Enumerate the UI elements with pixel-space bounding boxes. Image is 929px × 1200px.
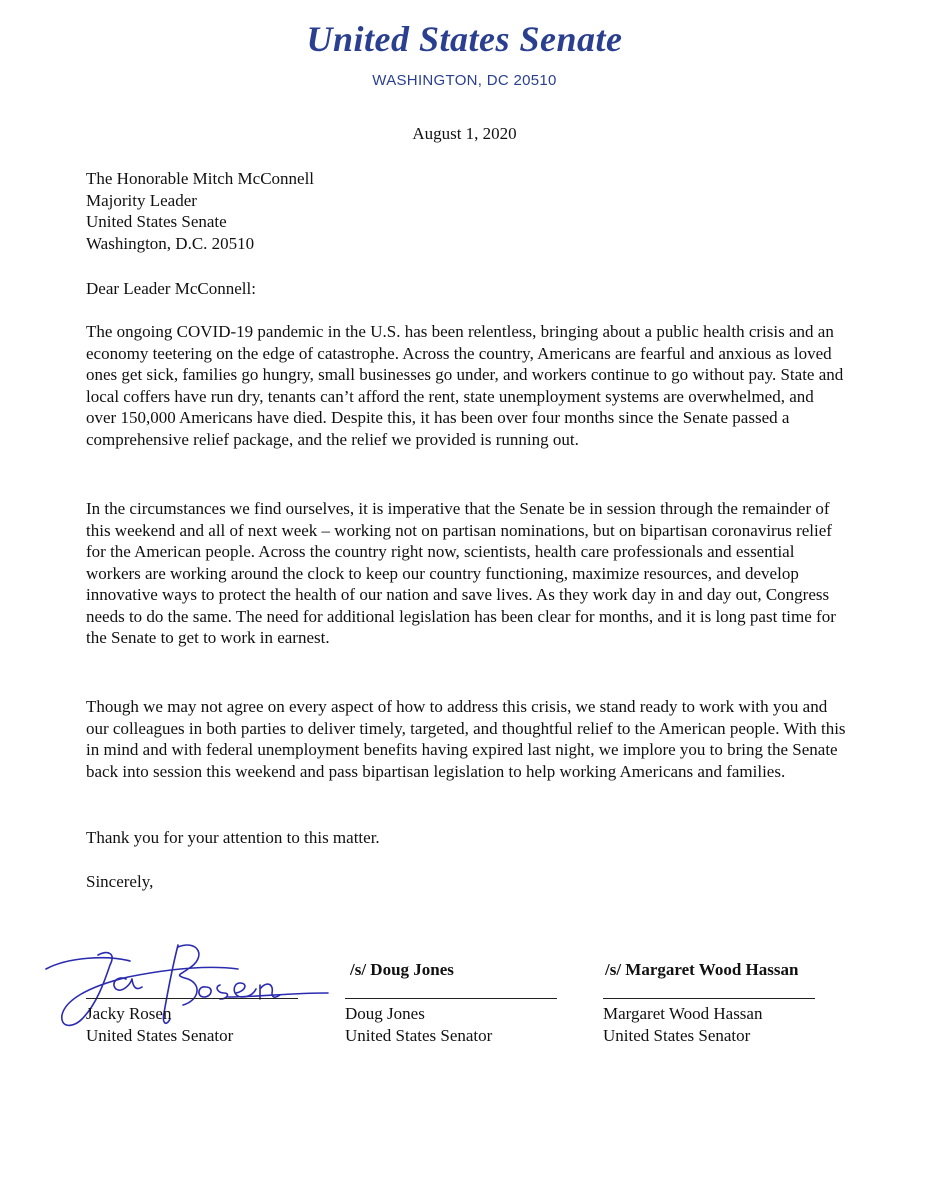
addressee-line: Majority Leader	[86, 190, 197, 210]
addressee-block	[86, 168, 314, 254]
addressee-line: The Honorable Mitch McConnell	[86, 169, 315, 188]
signature-line	[345, 998, 557, 999]
electronic-signature: /s/ Margaret Wood Hassan	[605, 960, 799, 979]
signer-name: Doug Jones	[345, 1004, 425, 1023]
signer-title: United States Senator	[86, 1026, 234, 1045]
signer-name: Margaret Wood Hassan	[603, 1004, 763, 1023]
body-paragraph: The ongoing COVID-19 pandemic in the U.S. has been relentless, bringing about a public health crisis and an economy teetering on the edge of catastrophe. Across the country, Americans are fearful and anxious as loved ones get sick, families go hungry, small businesses go under, and workers continue to go without pay. State and local coffers have run dry, tenants can’t afford the rent, state unemployment systems are overwhelmed, and over 150,000 Americans have died. Despite this, it has been over four months since the Senate passed a comprehensive relief package, and the relief we provided is running out.	[86, 322, 844, 449]
signer-title: United States Senator	[603, 1026, 751, 1045]
body-paragraph: Though we may not agree on every aspect of how to address this crisis, we stand ready to work with you and our colleagues in both parties to deliver timely, targeted, and thoughtful relief to the American people. With this in mind and with federal unemployment benefits having expired last night, we implore you to bring the Senate back into session this weekend and pass bipartisan legislation to help working Americans and families.	[86, 697, 846, 781]
letter-date: August 1, 2020	[412, 124, 517, 143]
electronic-signature: /s/ Doug Jones	[350, 960, 454, 979]
body-paragraph: In the circumstances we find ourselves, it is imperative that the Senate be in session through the remainder of this weekend and all of next week – working not on partisan nominations, but on bipartisan coronavirus relief for the American people. Across the country right now, scientists, health care professionals and essential workers are working around the clock to keep our country functioning, maximize resources, and develop innovative ways to protect the health of our nation and save lives. As they work day in and day out, Congress needs to do the same. The need for additional legislation has been clear for months, and it is long past time for the Senate to get to work in earnest.	[86, 499, 836, 647]
salutation: Dear Leader McConnell:	[86, 279, 256, 298]
addressee-line: Washington, D.C. 20510	[86, 233, 255, 253]
letterhead-address: WASHINGTON, DC 20510	[372, 72, 557, 89]
addressee-line: United States Senate	[86, 212, 227, 231]
signature-line	[603, 998, 815, 999]
closing-thanks: Thank you for your attention to this matter.	[86, 828, 380, 847]
closing-sincerely: Sincerely,	[86, 872, 154, 891]
letterhead-title: United States Senate	[306, 19, 623, 59]
handwritten-signature	[38, 935, 338, 1035]
signer-title: United States Senator	[345, 1026, 493, 1045]
signature-line	[86, 998, 298, 999]
signer-name: Jacky Rosen	[86, 1004, 172, 1023]
